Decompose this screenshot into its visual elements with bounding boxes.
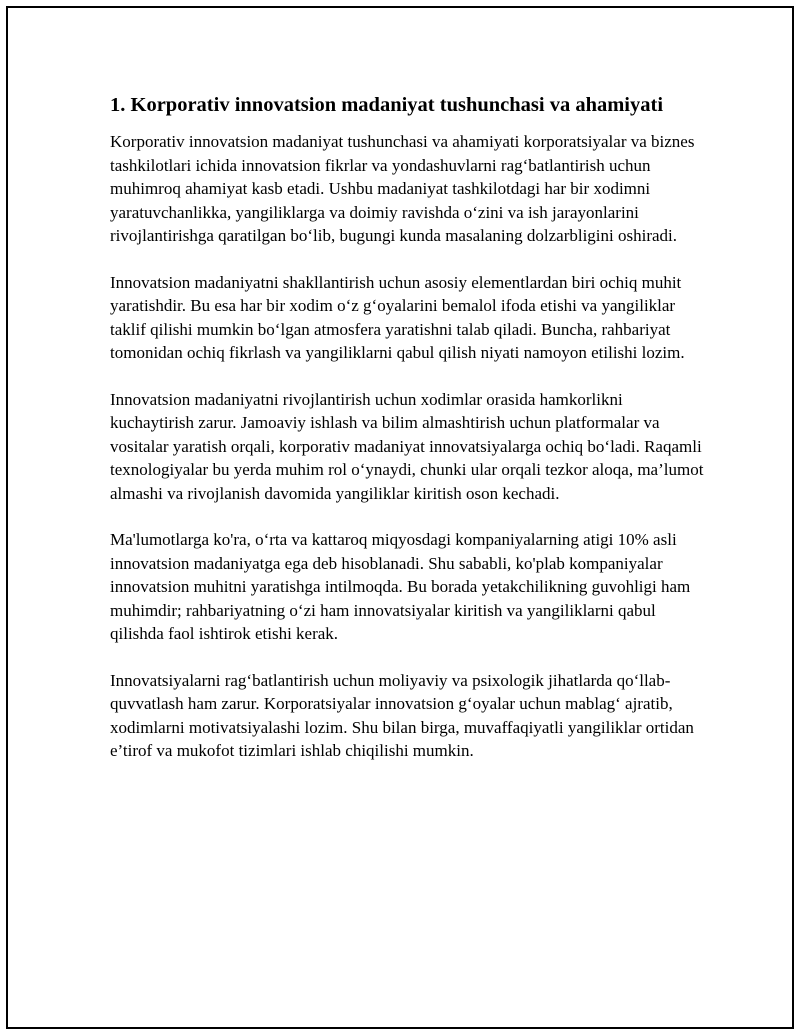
paragraph-5: Innovatsiyalarni rag‘batlantirish uchun moliyaviy va psixologik jihatlarda qo‘llab-quvvatlash ham zarur. Korporatsiyalar innovatsion g‘oyalar uchun mablag‘ ajratib, xodimlarni motivatsiyalashi lozim. Shu bilan birga, muvaffaqiyatli yangiliklar ortidan e’tirof va mukofot tizimlari ishlab chiqilishi mumkin. bbox=[110, 670, 694, 760]
section-heading: 1. Korporativ innovatsion madaniyat tushunchasi va ahamiyati bbox=[110, 94, 664, 116]
paragraph-4: Ma'lumotlarga ko'ra, o‘rta va kattaroq miqyosdagi kompaniyalarning atigi 10% asli innovatsion madaniyatga ega deb hisoblanadi. Shu sababli, ko'plab kompaniyalar innovatsion muhitni yaratishga intilmoqda. Bu borada yetakchilikning guvohligi ham muhimdir; rahbariyatning o‘zi ham innovatsiyalar kiritish va yangiliklarni qabul qilishda faol ishtirok etishi kerak. bbox=[110, 530, 691, 643]
paragraph-2: Innovatsion madaniyatni shakllantirish uchun asosiy elementlardan biri ochiq muhit yaratishdir. Bu esa har bir xodim o‘z g‘oyalarini bemalol ifoda etishi va yangiliklar taklif qilishi mumkin bo‘lgan atmosfera yaratishni talab qiladi. Buncha, rahbariyat tomonidan ochiq fikrlash va yangiliklarni qabul qilish niyati namoyon etilishi lozim. bbox=[110, 272, 685, 362]
paragraph-3: Innovatsion madaniyatni rivojlantirish uchun xodimlar orasida hamkorlikni kuchaytirish zarur. Jamoaviy ishlash va bilim almashtirish uchun platformalar va vositalar yaratish orqali, korporativ madaniyat innovatsiyalarga ochiq bo‘ladi. Raqamli texnologiyalar bu yerda muhim rol o‘ynaydi, chunki ular orqali tezkor aloqa, ma’lumot almashi va rivojlanish davomida yangiliklar kiritish oson kechadi. bbox=[110, 389, 704, 503]
document-body bbox=[110, 84, 710, 786]
paragraph-1: Korporativ innovatsion madaniyat tushunchasi va ahamiyati korporatsiyalar va biznes tashkilotlari ichida innovatsion fikrlar va yondashuvlarni rag‘batlantirish uchun muhimroq ahamiyat kasb etadi. Ushbu madaniyat tashkilotdagi har bir xodimni yaratuvchanlikka, yangiliklarga va doimiy ravishda o‘zini va ish jarayonlarini rivojlantirishga qaratilgan bo‘lib, bugungi kunda masalaning dolzarbligini oshiradi. bbox=[110, 132, 695, 245]
